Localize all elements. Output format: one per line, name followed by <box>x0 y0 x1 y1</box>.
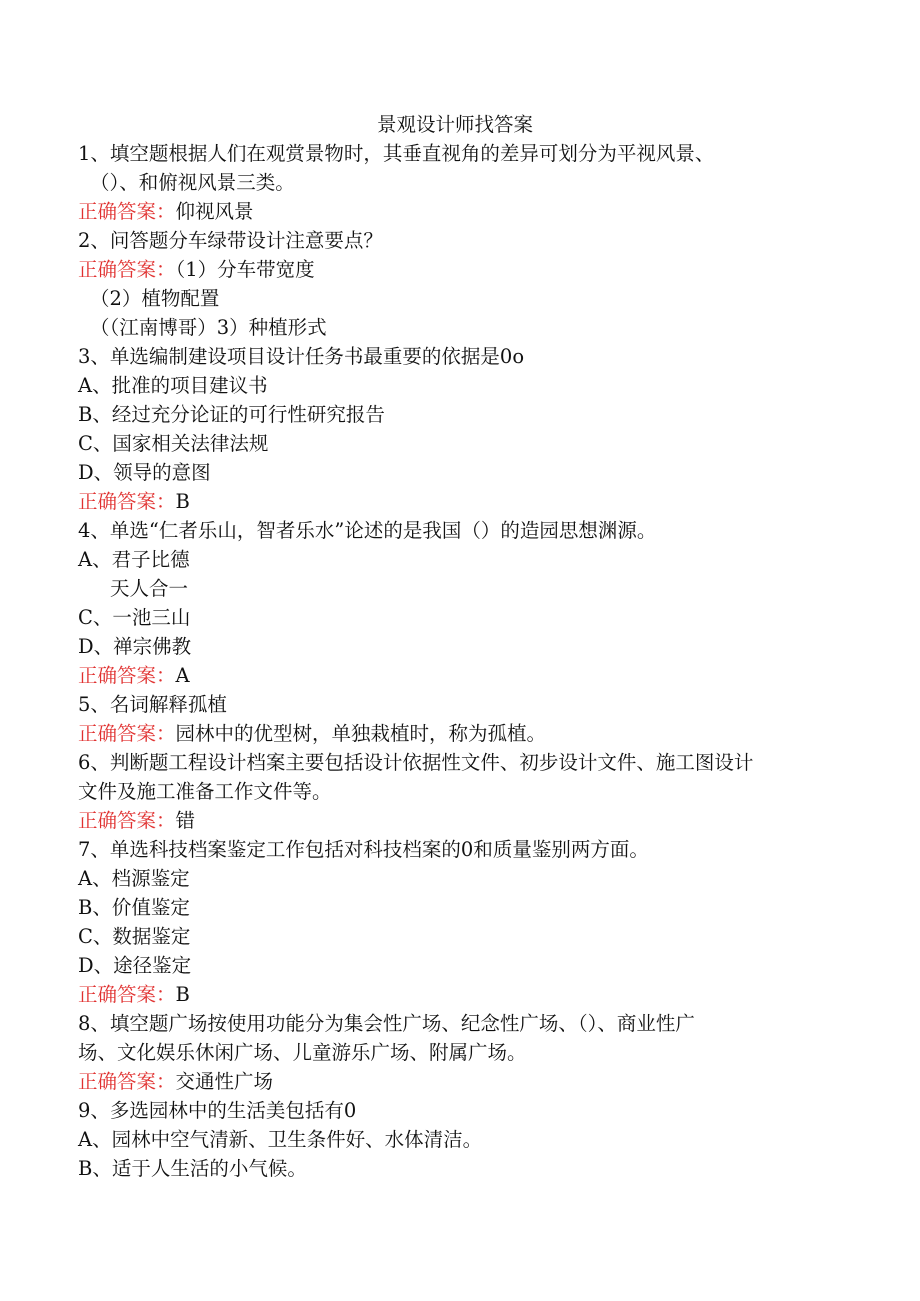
answer-line <box>78 255 315 284</box>
answer-line <box>78 661 190 690</box>
option-text: B、价值鉴定 <box>78 896 190 919</box>
answer-text: B <box>175 490 190 513</box>
question-text: 场、文化娱乐休闲广场、儿童游乐广场、附属广场。 <box>78 1041 527 1064</box>
question-text: 文件及施工准备工作文件等。 <box>78 780 332 803</box>
answer-text: 仰视风景 <box>175 200 254 223</box>
answer-label: 正确答案： <box>78 1070 176 1093</box>
answer-line <box>78 1067 273 1096</box>
option-text: D、领导的意图 <box>78 461 211 484</box>
question-text: 1、填空题根据人们在观赏景物时，其垂直视角的差异可划分为平视风景、 <box>78 142 715 165</box>
option-text: D、途径鉴定 <box>78 954 192 977</box>
answer-label: 正确答案： <box>78 490 176 513</box>
answer-text: A <box>175 664 190 687</box>
answer-label: 正确答案： <box>78 258 176 281</box>
question-text: 9、多选园林中的生活美包括有0 <box>78 1099 357 1122</box>
answer-text: 交通性广场 <box>175 1070 274 1093</box>
document-title: 景观设计师找答案 <box>376 113 533 136</box>
option-text: C、国家相关法律法规 <box>78 432 269 455</box>
answer-label: 正确答案： <box>78 200 176 223</box>
answer-label: 正确答案： <box>78 722 176 745</box>
answer-line <box>78 487 190 516</box>
question-text: 2、问答题分车绿带设计注意要点？ <box>78 229 383 252</box>
answer-text: （（江南博哥）3）种植形式 <box>90 316 327 339</box>
option-text: A、档源鉴定 <box>78 867 190 890</box>
answer-line <box>78 197 254 226</box>
answer-text: （1）分车带宽度 <box>175 258 315 281</box>
question-text: 6、判断题工程设计档案主要包括设计依据性文件、初步设计文件、施工图设计 <box>78 751 754 774</box>
question-text: 7、单选科技档案鉴定工作包括对科技档案的0和质量鉴别两方面。 <box>78 838 649 861</box>
answer-text: B <box>175 983 190 1006</box>
option-text: B、适于人生活的小气候。 <box>78 1157 307 1180</box>
option-text: 天人合一 <box>110 577 189 600</box>
option-text: C、数据鉴定 <box>78 925 191 948</box>
answer-text: （2）植物配置 <box>90 287 220 310</box>
question-text: （）、和俯视风景三类。 <box>90 171 295 194</box>
question-text: 4、单选“仁者乐山，智者乐水”论述的是我国（）的造园思想渊源。 <box>78 519 657 542</box>
answer-text: 错 <box>175 809 196 832</box>
answer-label: 正确答案： <box>78 664 176 687</box>
answer-label: 正确答案： <box>78 809 176 832</box>
option-text: A、批准的项目建议书 <box>78 374 268 397</box>
answer-line <box>78 980 190 1009</box>
question-text: 8、填空题广场按使用功能分为集会性广场、纪念性广场、（）、商业性广 <box>78 1012 695 1035</box>
question-text: 3、单选编制建设项目设计任务书最重要的依据是0o <box>78 345 525 368</box>
option-text: A、君子比德 <box>78 548 190 571</box>
question-text: 5、名词解释孤植 <box>78 693 227 716</box>
option-text: C、一池三山 <box>78 606 191 629</box>
option-text: D、禅宗佛教 <box>78 635 192 658</box>
answer-line <box>78 806 195 835</box>
option-text: B、经过充分论证的可行性研究报告 <box>78 403 385 426</box>
answer-line <box>78 719 546 748</box>
answer-label: 正确答案： <box>78 983 176 1006</box>
answer-text: 园林中的优型树，单独栽植时，称为孤植。 <box>175 722 547 745</box>
option-text: A、园林中空气清新、卫生条件好、水体清洁。 <box>78 1128 483 1151</box>
